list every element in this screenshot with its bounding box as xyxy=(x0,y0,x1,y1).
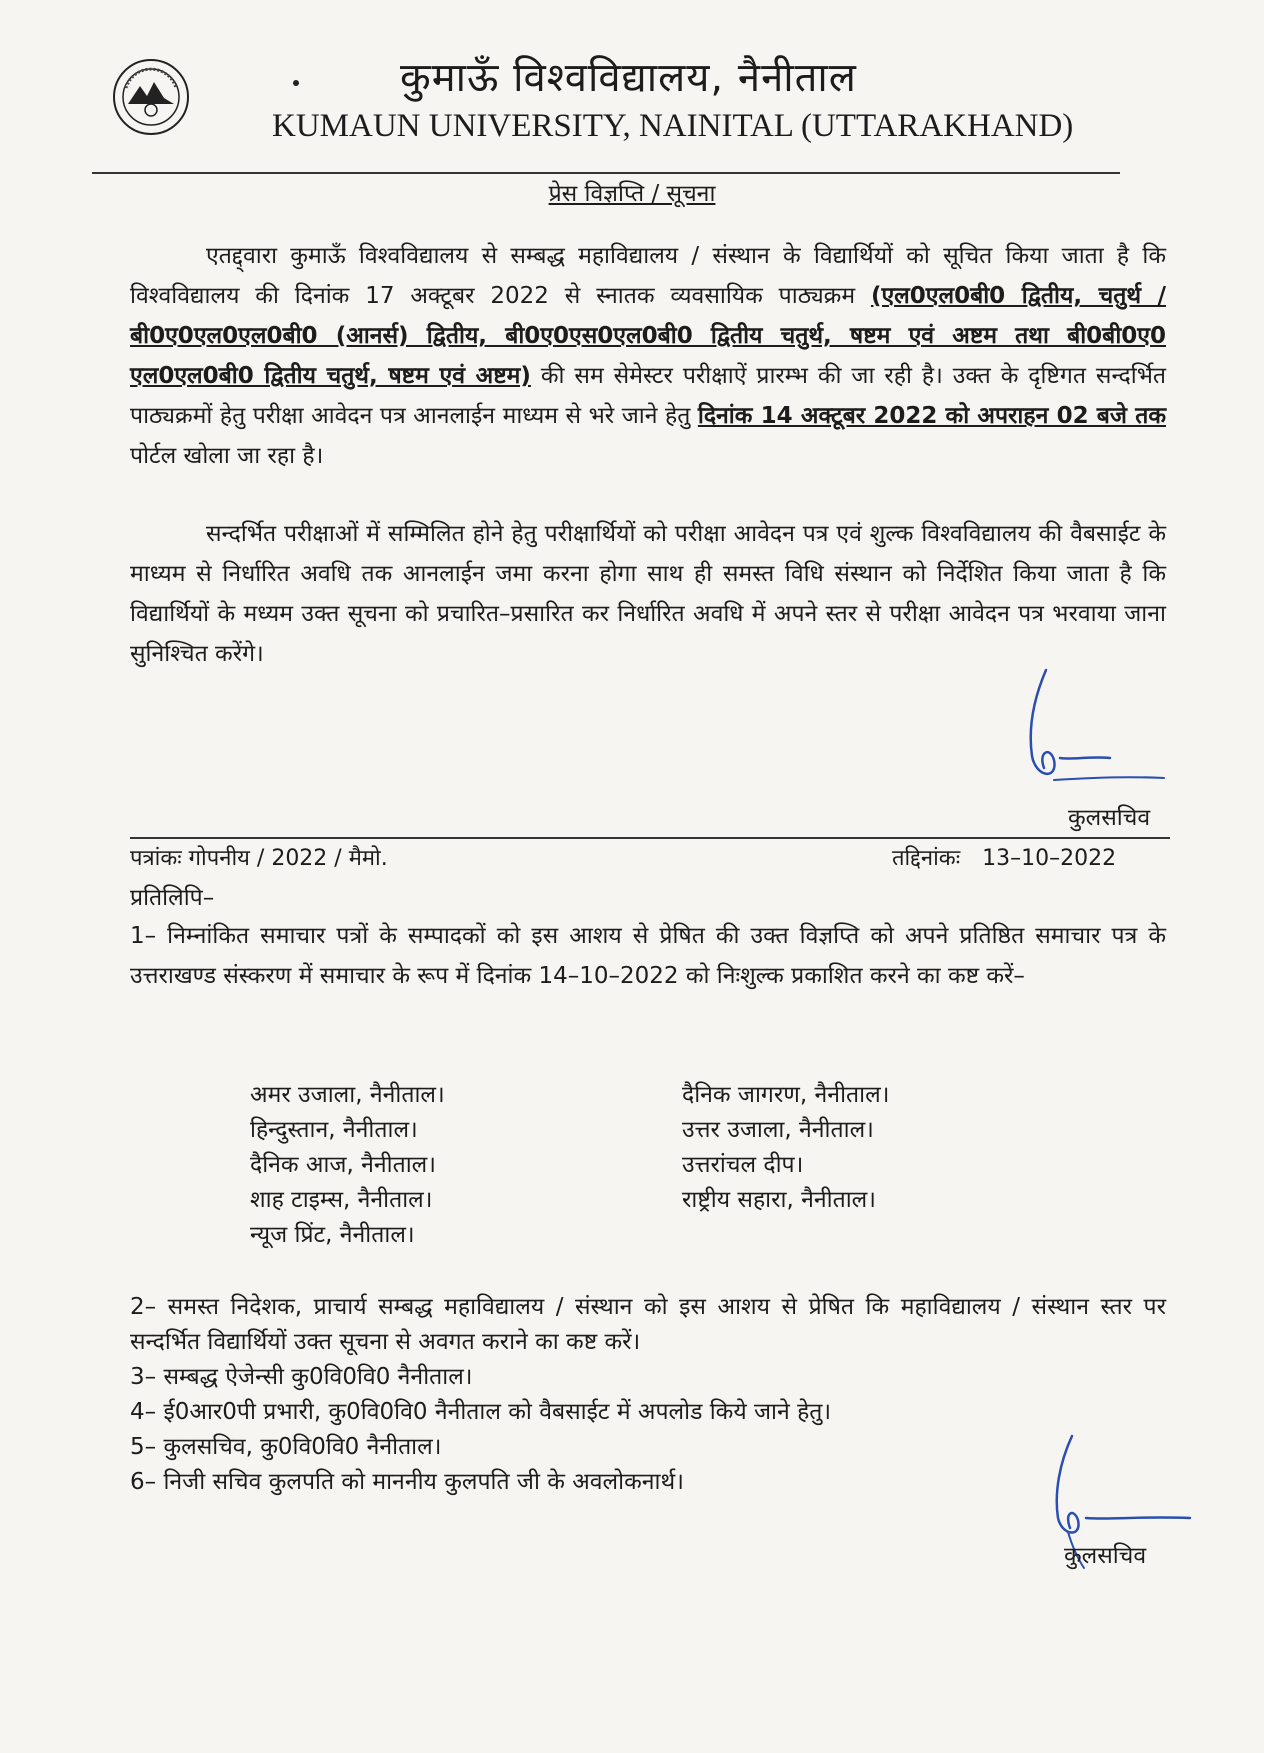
newspaper-item: दैनिक आज, नैनीताल। xyxy=(250,1152,436,1178)
university-seal-logo xyxy=(112,58,190,136)
signatory-title-2: कुलसचिव xyxy=(1064,1543,1147,1569)
paragraph-1: एतद्द्वारा कुमाऊँ विश्वविद्यालय से सम्बद्ध महाविद्यालय / संस्थान के विद्यार्थियों को सूचित किया जाता है कि विश्वविद्यालय की दिनांक 17 अक्टूबर 2022 से स्नातक व्यवसायिक पाठ्यक्रम (एल0एल0बी0 द्वितीय, चतुर्थ / बी0ए0एल0एल0बी0 (आनर्स) द्वितीय, बी0ए0एस0एल0बी0 द्वितीय चतुर्थ, षष्टम एवं अष्टम तथा बी0बी0ए0 एल0एल0बी0 द्वितीय चतुर्थ, षष्टम एवं अष्टम) की सम सेमेस्टर परीक्षाऐं प्रारम्भ की जा रही है। उक्त के दृष्टिगत सन्दर्भित पाठ्यक्रमों हेतु परीक्षा आवेदन पत्र आनलाईन माध्यम से भरे जाने हेतु दिनांक 14 अक्टूबर 2022 को अपराहन 02 बजे तक पोर्टल खोला जा रहा है। xyxy=(130,243,1167,469)
newspaper-item: उत्तर उजाला, नैनीताल। xyxy=(682,1117,874,1143)
newspaper-item: दैनिक जागरण, नैनीताल। xyxy=(682,1082,890,1108)
newspaper-item: हिन्दुस्तान, नैनीताल। xyxy=(250,1117,418,1143)
newspaper-item: शाह टाइम्स, नैनीताल। xyxy=(250,1187,433,1213)
header-divider xyxy=(92,172,1120,174)
copy-to-label: प्रतिलिपि– xyxy=(130,885,215,911)
copy-item-4: 4– ई0आर0पी प्रभारी, कु0वि0वि0 नैनीताल को वैबसाईट में अपलोड किये जाने हेतु। xyxy=(130,1399,832,1425)
university-title-english: KUMAUN UNIVERSITY, NAINITAL (UTTARAKHAND) xyxy=(272,108,1074,144)
notice-title: प्रेस विज्ञप्ति / सूचना xyxy=(548,181,716,207)
newspaper-item: उत्तरांचल दीप। xyxy=(682,1152,804,1178)
deadline-text: दिनांक 14 अक्टूबर 2022 को अपराहन 02 बजे तक xyxy=(697,403,1166,429)
newspaper-item: न्यूज प्रिंट, नैनीताल। xyxy=(250,1222,415,1248)
newspaper-list-left xyxy=(250,1078,445,1253)
letter-date: तद्दिनांकः 13–10–2022 xyxy=(892,846,1117,871)
copy-item-3: 3– सम्बद्ध ऐजेन्सी कु0वि0वि0 नैनीताल। xyxy=(130,1364,473,1390)
speck-mark xyxy=(293,80,299,86)
university-title-hindi: कुमाऊँ विश्वविद्यालय, नैनीताल xyxy=(400,55,857,101)
copy-items-list xyxy=(130,1290,1166,1500)
copy-item-1: 1– निम्नांकित समाचार पत्रों के सम्पादकों को इस आशय से प्रेषित की उक्त विज्ञप्ति को अपने प्रतिष्ठित समाचार पत्र के उत्तराखण्ड संस्करण में समाचार के रूप में दिनांक 14–10–2022 को निःशुल्क प्रकाशित करने का कष्ट करें– xyxy=(130,923,1166,989)
signatory-title-1: कुलसचिव xyxy=(1068,805,1151,831)
section-divider xyxy=(130,837,1170,839)
copy-item-2: 2– समस्त निदेशक, प्राचार्य सम्बद्ध महाविद्यालय / संस्थान को इस आशय से प्रेषित कि महाविद्यालय / संस्थान स्तर पर सन्दर्भित विद्यार्थियों उक्त सूचना से अवगत कराने का कष्ट करें। xyxy=(130,1294,1166,1355)
paragraph-2: सन्दर्भित परीक्षाओं में सम्मिलित होने हेतु परीक्षार्थियों को परीक्षा आवेदन पत्र एवं शुल्क विश्वविद्यालय की वैबसाईट के माध्यम से निर्धारित अवधि तक आनलाईन जमा करना होगा साथ ही समस्त विधि संस्थान को निर्देशित किया जाता है कि विद्यार्थियों के मध्यम उक्त सूचना को प्रचारित–प्रसारित कर निर्धारित अवधि में अपने स्तर से परीक्षा आवेदन पत्र भरवाया जाना सुनिश्चित करेंगे। xyxy=(130,521,1166,667)
course-list: (एल0एल0बी0 द्वितीय, चतुर्थ / बी0ए0एल0एल0बी0 (आनर्स) द्वितीय, बी0ए0एस0एल0बी0 द्वितीय चतुर्थ, षष्टम एवं अष्टम तथा बी0बी0ए0 एल0एल0बी0 द्वितीय चतुर्थ, षष्टम एवं अष्टम) xyxy=(130,283,1166,389)
newspaper-list-right xyxy=(682,1078,889,1218)
newspaper-item: अमर उजाला, नैनीताल। xyxy=(250,1082,445,1108)
copy-item-6: 6– निजी सचिव कुलपति को माननीय कुलपति जी के अवलोकनार्थ। xyxy=(130,1469,684,1495)
copy-item-5: 5– कुलसचिव, कु0वि0वि0 नैनीताल। xyxy=(130,1434,442,1460)
letter-reference: पत्रांकः गोपनीय / 2022 / मैमो. xyxy=(130,846,388,871)
newspaper-item: राष्ट्रीय सहारा, नैनीताल। xyxy=(682,1187,876,1213)
